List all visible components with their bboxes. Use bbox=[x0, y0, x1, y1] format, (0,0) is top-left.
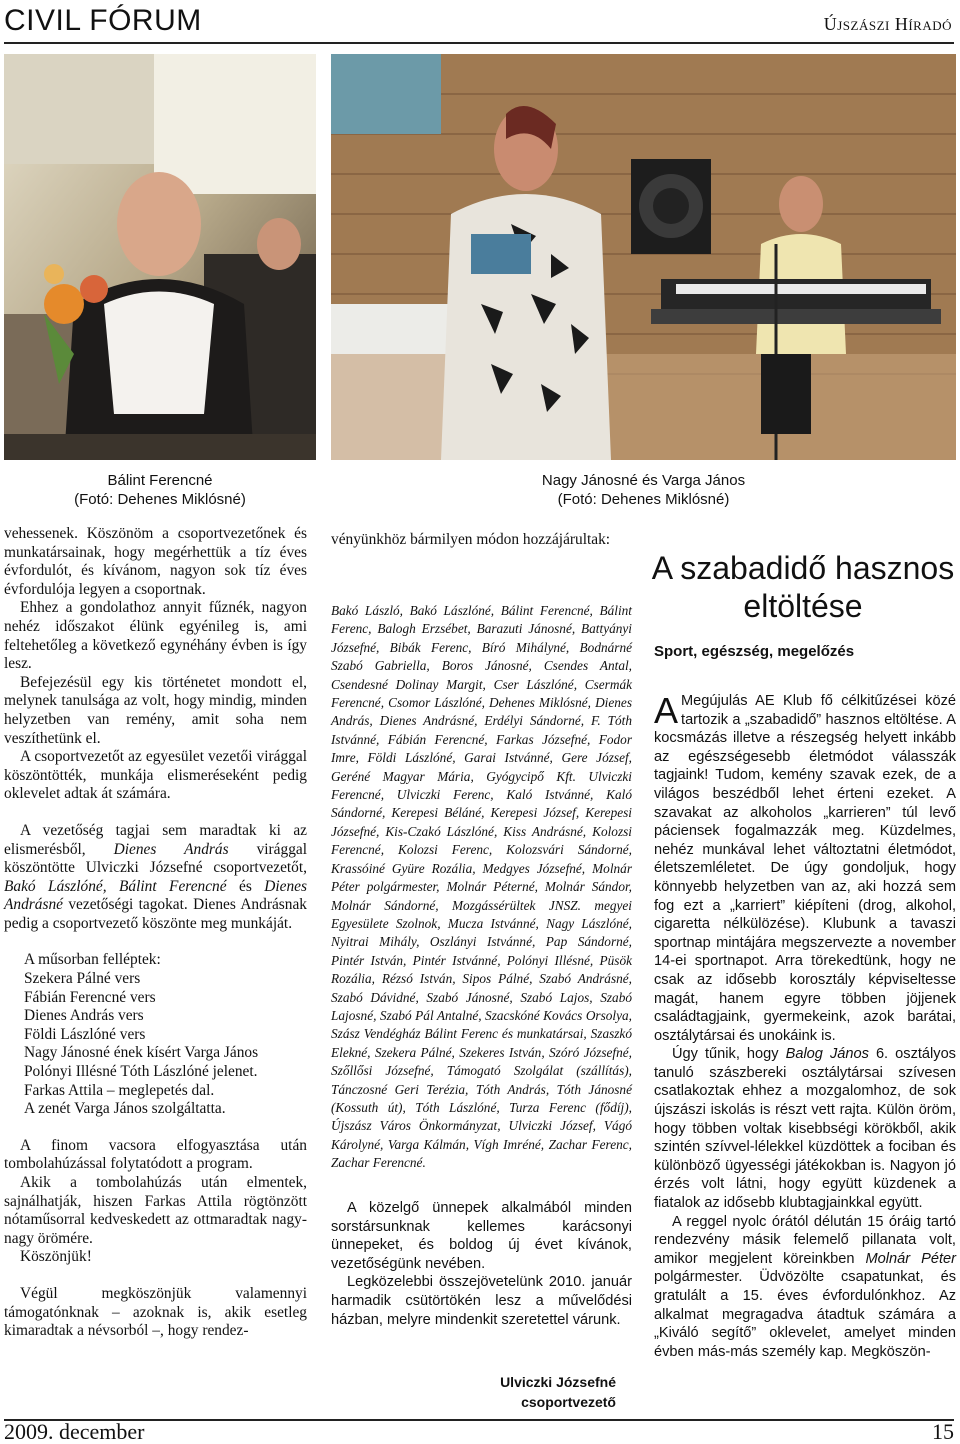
text: Úgy tűnik, hogy bbox=[672, 1046, 786, 1063]
text: virággal köszöntötte Ulviczki Józsefné csoportvezetőt, bbox=[4, 840, 308, 877]
article-column-2 bbox=[331, 531, 632, 550]
issue-date: 2009. december bbox=[4, 1419, 145, 1444]
footer-divider bbox=[4, 1419, 954, 1421]
program-title: A műsorban felléptek: bbox=[24, 951, 161, 969]
text: A vezetőség tagjai sem maradtak ki az elismerésből, bbox=[4, 821, 307, 858]
page-number: 15 bbox=[932, 1419, 954, 1444]
caption-credit: (Fotó: Dehenes Miklósné) bbox=[557, 491, 730, 508]
supporters-list: Bakó László, Bakó Lászlóné, Bálint Ferencné, Bálint Ferenc, Balogh Erzsébet, Barazuti Jánosné, Battyányi Józsefné, Bibák Ferenc, Bíró Mihályné, Bodnárné Szabó Gabriella, Boros Jánosné, Csendes Antal, Csendesné Dolinay Margit, Cser Lászlóné, Csermák Ferencné, Csomor Lászlóné, Dehenes Miklósné, Dienes András, Dienes Andrásné, Erdélyi Sándorné, F. Tóth Istvánné, Fábián Ferencné, Farkas Józsefné, Fodor Imre, Földi Lászlóné, Garai Istvánné, Gere József, Geréné Magyar Mária, Gyógycipő Kft. Ulviczki Ferencné, Ulviczki Ferenc, Kaló Istvánné, Kaló Sándorné, Kerepesi Béláné, Kerepesi József, Kerepesi Józsefné, Kis-Czakó Lászlóné, Kiss Andrásné, Kolozsi Ferencné, Kolozsi Ferenc, Kolozsvári Sándorné, Krassóiné Gyüre Rozália, Medgyes Józsefné, Molnár Péter polgármester, Molnár Péterné, Molnár Sándor, Molnár Sándorné, Mozgássérültek JNSZ. megyei Egyesülete Szolnok, Mucza Istvánné, Nagy Lászlóné, Nyitrai Mihály, Oszlányi Istvánné, Pap Sándorné, Pintér István, Pintér Istvánné, Polónyi Illésné, Püsök Rozália, Rézsó István, Sipos Pálné, Szabó Andrásné, Szabó Dávidné, Szabó Jánosné, Szabó Lajos, Szabó Lajosné, Szabó Pál Antalné, Szacskóné Kovács Orsolya, Szász Vendégház Bálint Ferenc és munkatársai, Szaszkó Elekné, Szekera Pálné, Szekeres István, Szóró Józsefné, Szőllősi Józsefné, Támogató Szolgálat (szállítás), Tánczosné Geri Terézia, Tóth András, Tóth Jánosné (Kossuth út), Tóth Lászlóné, Turza Ferenc (fődíj), Újszász Város Önkormányzat, Ulviczki József, Vágó Károlyné, Varga Kálmán, Vígh Imréné, Zachar Ferenc, Zachar Ferencné. bbox=[331, 603, 632, 1171]
program-item: Szekera Pálné vers bbox=[24, 970, 141, 988]
name-italic: Dienes András bbox=[113, 840, 229, 858]
program-item: Földi Lászlóné vers bbox=[24, 1025, 146, 1043]
name-italic: Dienes Andrásné bbox=[4, 877, 307, 914]
program-item: Nagy Jánosné ének kísért Varga János bbox=[24, 1044, 259, 1062]
text: vezetőségi tagokat. Dienes Andrásnak pedig a csoportvezető köszönte meg munkáját. bbox=[4, 896, 307, 932]
header-divider bbox=[4, 42, 954, 44]
paragraph bbox=[654, 1213, 956, 1362]
name-italic: Bakó Lászlóné, Bálint Ferencné bbox=[4, 877, 227, 895]
photo-nagy-janosne-varga-janos bbox=[331, 54, 956, 460]
program-list bbox=[4, 951, 307, 1118]
caption-credit: (Fotó: Dehenes Miklósné) bbox=[74, 491, 246, 508]
paragraph: vehessenek. Köszönöm a csoportvezetőnek és munkatársainak, hogy megérhettük a tíz éves évfordulót, és kívánom, nagyon sok tíz éves évfordulója legyen a csoportnak. bbox=[4, 525, 307, 598]
text: polgármester. Üdvözölte csapatunkat, és gratulált a 15. éves évfordulónkhoz. Az alkalmat megragadva átadtuk számára a „Kiváló segítő” oklevelet, amelyet minden évben más-más személy kap. Megköszön- bbox=[654, 1269, 956, 1360]
signature-role: csoportvezető bbox=[521, 1394, 616, 1410]
paragraph: Legközelebbi összejövetelünk 2010. január harmadik csütörtökén lesz a művelődési házban, melyre mindenkit szeretettel várunk. bbox=[331, 1274, 632, 1328]
program-item: Farkas Attila – meglepetés dal. bbox=[24, 1081, 215, 1099]
paragraph bbox=[654, 1045, 956, 1212]
drop-cap: A bbox=[654, 690, 679, 731]
photo-balint-ferencne bbox=[4, 54, 316, 460]
caption-name: Nagy Jánosné és Varga János bbox=[541, 472, 746, 489]
name-italic: Molnár Péter bbox=[865, 1250, 957, 1267]
text: Megújulás AE Klub fő célkitűzései közé tartozik a „szabadidő” hasznos eltöltése. A kocsmázás illetve a részegség helyett inkább az egészségesebb életmódot válasszák tagjaink! Tudom, kemény szavak ezek, de a világos beszédből lehet érteni ezeket. A szavakat az alkoholos „karrieren” túl levő páciensek fogalmazzák meg. Küzdelmes, nehéz munkával lehet változtatni életmódot, életszemléletet. De úgy gondoljuk, hogy könnyebb helyzetben van az, aki hozzá sem fog ezt a „karriert” kiépíteni (drog, alkohol, cigaretta nélkülözése). Klubunk a tavaszi sportnap mintájára megszervezte a november 14-ei sportnapot. Arra törekedtünk, hogy ne csak az idősebb korosztály képviseltesse magát, hanem egyre többen jöjjenek családtagjaink, gyermekeink, azok barátai, osztálytársai és unokáink is. bbox=[654, 693, 956, 1044]
paragraph: Köszönjük! bbox=[20, 1248, 92, 1266]
name-italic: Balog János bbox=[785, 1046, 869, 1063]
paragraph: Befejezésül egy kis történetet mondott el, melynek tanulsága az volt, hogy mindig, minden helyzetben van remény, amit soha nem veszíthetünk el. bbox=[4, 673, 307, 747]
text: 6. osztályos tanuló szászbereki osztálytársai szívesen csatlakoztak ehhez a mozgalomhoz, de sok újszászi iskolás is részt vett rajta. Külön öröm, hogy többen voltak kisebbségi körökből, akik szintén szívvel-lélekkel küzdöttek a fociban és különböző ügyességi játékokban is. Nagyon jó érzés volt látni, hogy együtt küzdenek a fiatalok az idősebb klubtagjainkkal együtt. bbox=[654, 1046, 956, 1212]
article-title: A szabadidő hasznos eltöltése bbox=[651, 550, 955, 624]
paragraph bbox=[654, 692, 956, 1045]
paragraph: A finom vacsora elfogyasztása után tombolahúzással folytatódott a program. bbox=[4, 1136, 307, 1173]
signature bbox=[331, 1372, 616, 1412]
caption-left-photo bbox=[4, 471, 316, 509]
paragraph: A csoportvezetőt az egyesület vezetői virággal köszöntötték, munkája elismeréseként pedig oklevelet adtak át számára. bbox=[4, 748, 307, 803]
program-item: Dienes András vers bbox=[24, 1007, 144, 1025]
paragraph: A közelgő ünnepek alkalmából minden sorstársunknak kellemes karácsonyi ünnepeket, és boldog új évet kívánok, vezetőségünk nevében. bbox=[331, 1200, 632, 1272]
program-item: Fábián Ferencné vers bbox=[24, 988, 156, 1006]
paragraph: Ehhez a gondolathoz annyit fűznék, nagyon nehéz időszakot élünk egyénileg is, ami feltehetőleg a következő egynéhány évben is így lesz. bbox=[4, 599, 307, 673]
caption-right-photo bbox=[331, 471, 956, 509]
publication-name: Újszászi Híradó bbox=[823, 14, 952, 34]
caption-name: Bálint Ferencné bbox=[107, 472, 213, 489]
paragraph bbox=[4, 822, 307, 934]
paragraph: vényünkhöz bármilyen módon hozzájárultak: bbox=[331, 531, 611, 548]
program-item: Polónyi Illésné Tóth Lászlóné jelenet. bbox=[24, 1063, 258, 1081]
article-subtitle: Sport, egészség, megelőzés bbox=[654, 643, 855, 660]
article-column-1 bbox=[4, 525, 307, 1341]
signature-name: Ulviczki Józsefné bbox=[500, 1374, 616, 1390]
program-item: A zenét Varga János szolgáltatta. bbox=[24, 1100, 226, 1118]
section-title: CIVIL FÓRUM bbox=[4, 4, 202, 37]
text: A reggel nyolc órától délután 15 óráig tartó rendezvény másik felemelő pillanata volt, amikor megjelent köreinkben bbox=[654, 1213, 956, 1267]
paragraph: Akik a tombolahúzás után elmentek, sajnálhatják, hiszen Farkas Attila rögtönzött nótaműsorral kedveskedett az ottmaradtak nagy-nagy örömére. bbox=[4, 1174, 307, 1247]
text: és bbox=[226, 877, 265, 895]
paragraph: Végül megköszönjük valamennyi támogatónknak – azoknak is, akik esetleg kimaradtak a névsorból –, hogy rendez- bbox=[4, 1284, 307, 1340]
article-column-3 bbox=[654, 692, 956, 1361]
article-column-2-end bbox=[331, 1199, 632, 1329]
